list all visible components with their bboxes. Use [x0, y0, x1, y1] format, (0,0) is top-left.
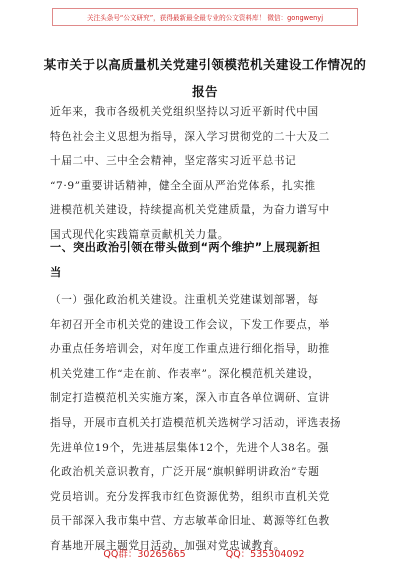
heading-line: 当: [50, 265, 62, 279]
qq-group-text: QQ群：30265665: [103, 549, 186, 560]
text-line: 化政治机关意识教育，广泛开展“旗帜鲜明讲政治”专题: [50, 466, 320, 479]
intro-paragraph: [50, 100, 360, 248]
text-line: 特色社会主义思想为指导，深入学习贯彻党的二十大及二: [50, 130, 330, 143]
text-line: 国式现代化实践篇章贡献机关力量。: [50, 228, 230, 241]
section-1-paragraph: [50, 288, 360, 559]
text-line: 先进单位19个，先进基层集体12个，先进个人38名。强: [50, 441, 330, 454]
text-line: （一）强化政治机关建设。注重机关党建谋划部署，每: [50, 294, 319, 306]
text-line: 办重点任务培训会，对年度工作重点进行细化指导，助推: [50, 343, 330, 356]
text-line: 十届二中、三中全会精神，坚定落实习近平总书记: [50, 155, 297, 168]
text-line: 育基地开展主题党日活动，加强对党忠诚教育。: [50, 539, 286, 552]
section-heading-1: [50, 236, 360, 285]
text-line: 员干部深入我市集中营、方志敏革命旧址、葛源等红色教: [50, 515, 330, 528]
heading-line: 一、突出政治引领在带头做到“两个维护”上展现新担: [50, 241, 321, 254]
text-line: 进模范机关建设，持续提高机关党建质量，为奋力谱写中: [50, 204, 330, 217]
document-title-line-1: 某市关于以高质量机关党建引领模范机关建设工作情况的: [43, 57, 367, 72]
text-line: 机关党建工作“走在前、作表率”。深化模范机关建设，: [50, 367, 320, 380]
top-banner: 关注头条号“公文研究”，获得最新最全最专业的公文资料库！ 微信：gongwenyj: [52, 8, 358, 26]
document-title-line-2: 报告: [192, 84, 218, 99]
text-line: 近年来，我市各级机关党组织坚持以习近平新时代中国: [50, 106, 319, 118]
text-line: “7·9”重要讲话精神，健全全面从严治党体系，扎实推: [50, 179, 316, 192]
qq-number-text: QQ：535304092: [225, 549, 305, 560]
text-line: 制定打造模范机关实施方案，深入市直各单位调研、宣讲: [50, 392, 330, 405]
text-line: 年初召开全市机关党的建设工作会议，下发工作要点，举: [50, 318, 330, 331]
text-line: 指导，开展市直机关打造模范机关选树学习活动，评选表扬: [50, 416, 342, 429]
footer-contact: [0, 546, 408, 560]
text-line: 党员培训。充分发挥我市红色资源优势，组织市直机关党: [50, 490, 330, 503]
